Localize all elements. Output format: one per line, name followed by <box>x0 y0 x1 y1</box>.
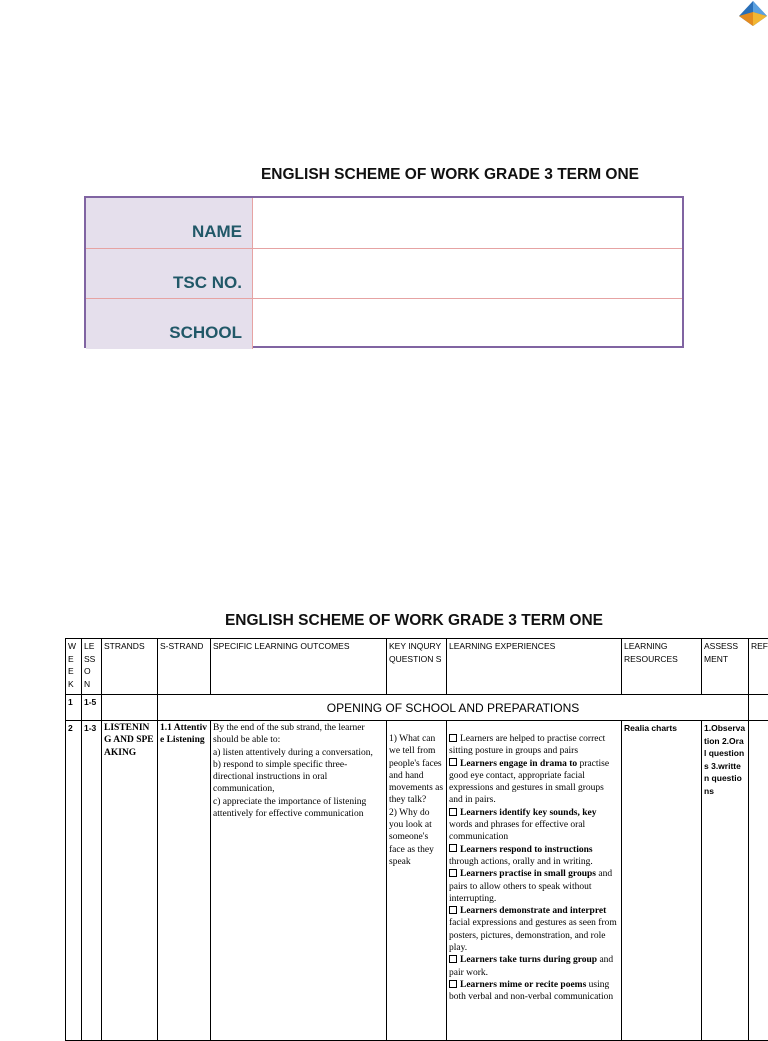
row2-resources: Realia charts <box>622 721 702 1041</box>
checkbox-square-icon <box>449 869 457 877</box>
header-assessment: ASSESS MENT <box>702 639 749 695</box>
checkbox-square-icon <box>449 844 457 852</box>
row2-lesson: 1-3 <box>82 721 102 1041</box>
table-row <box>66 721 768 1041</box>
row1-lesson: 1-5 <box>82 695 102 721</box>
scheme-of-work-table <box>65 638 768 1041</box>
header-reflection: REF <box>749 639 768 695</box>
header-lesson: LE SS O N <box>82 639 102 695</box>
list-item: Learners mime or recite poems using both verbal and non-verbal communication <box>449 979 619 1004</box>
checkbox-square-icon <box>449 906 457 914</box>
list-item: Learners demonstrate and interpret facial expressions and gestures as seen from posters, pictures, demonstration, and role play. <box>449 905 619 954</box>
info-value-tsc[interactable] <box>253 249 682 299</box>
page-title-top: ENGLISH SCHEME OF WORK GRADE 3 TERM ONE <box>66 166 768 184</box>
list-item: Learners engage in drama to practise good eye contact, appropriate facial expressions and gestures in small groups and in pairs. <box>449 758 619 807</box>
checkbox-square-icon <box>449 980 457 988</box>
table-header-row <box>66 639 768 695</box>
list-item: Learners practise in small groups and pairs to allow others to speak without interrupting. <box>449 868 619 905</box>
info-value-name[interactable] <box>253 198 682 248</box>
header-resources: LEARNING RESOURCES <box>622 639 702 695</box>
table-row <box>66 695 768 721</box>
header-strands: STRANDS <box>102 639 158 695</box>
checkbox-square-icon <box>449 808 457 816</box>
checkbox-square-icon <box>449 734 457 742</box>
header-sub-strand: S-STRAND <box>158 639 211 695</box>
info-row-name <box>86 198 682 248</box>
page-title-bottom: ENGLISH SCHEME OF WORK GRADE 3 TERM ONE <box>30 612 768 630</box>
info-row-tsc <box>86 248 682 299</box>
logo-icon <box>737 0 768 28</box>
row2-outcomes: By the end of the sub strand, the learner should be able to: a) listen attentively during a conversation, b) respond to simple specific three-directional instructions in oral communication, c) appreciate the importance of listening attentively for effective communication <box>211 721 387 1041</box>
list-item: Learners respond to instructions through actions, orally and in writing. <box>449 844 619 869</box>
info-label-school: SCHOOL <box>169 323 242 343</box>
row2-experiences <box>447 721 622 1041</box>
list-item: Learners are helped to practise correct sitting posture in groups and pairs <box>449 733 619 758</box>
row1-week: 1 <box>66 695 82 721</box>
header-week: W E E K <box>66 639 82 695</box>
header-key-inquiry: KEY INQURY QUESTION S <box>387 639 447 695</box>
teacher-info-table <box>84 196 684 348</box>
info-label-name: NAME <box>192 222 242 242</box>
header-outcomes: SPECIFIC LEARNING OUTCOMES <box>211 639 387 695</box>
row2-assessment: 1.Observation 2.Oral questions 3.written questions <box>702 721 749 1041</box>
info-row-school <box>86 298 682 349</box>
row2-strand: LISTENING AND SPEAKING <box>102 721 158 1041</box>
row2-week: 2 <box>66 721 82 1041</box>
row2-sub-strand: 1.1 Attentive Listening <box>158 721 211 1041</box>
list-item: Learners take turns during group and pair work. <box>449 954 619 979</box>
info-value-school[interactable] <box>253 299 682 349</box>
header-experiences: LEARNING EXPERIENCES <box>447 639 622 695</box>
row1-opening-note: OPENING OF SCHOOL AND PREPARATIONS <box>158 695 749 721</box>
row2-key-inquiry: 1) What can we tell from people's faces and hand movements as they talk? 2) Why do you look at someone's face as they speak <box>387 721 447 1041</box>
list-item: Learners identify key sounds, key words and phrases for effective oral communication <box>449 807 619 844</box>
info-label-tsc: TSC NO. <box>173 273 242 293</box>
checkbox-square-icon <box>449 955 457 963</box>
checkbox-square-icon <box>449 758 457 766</box>
